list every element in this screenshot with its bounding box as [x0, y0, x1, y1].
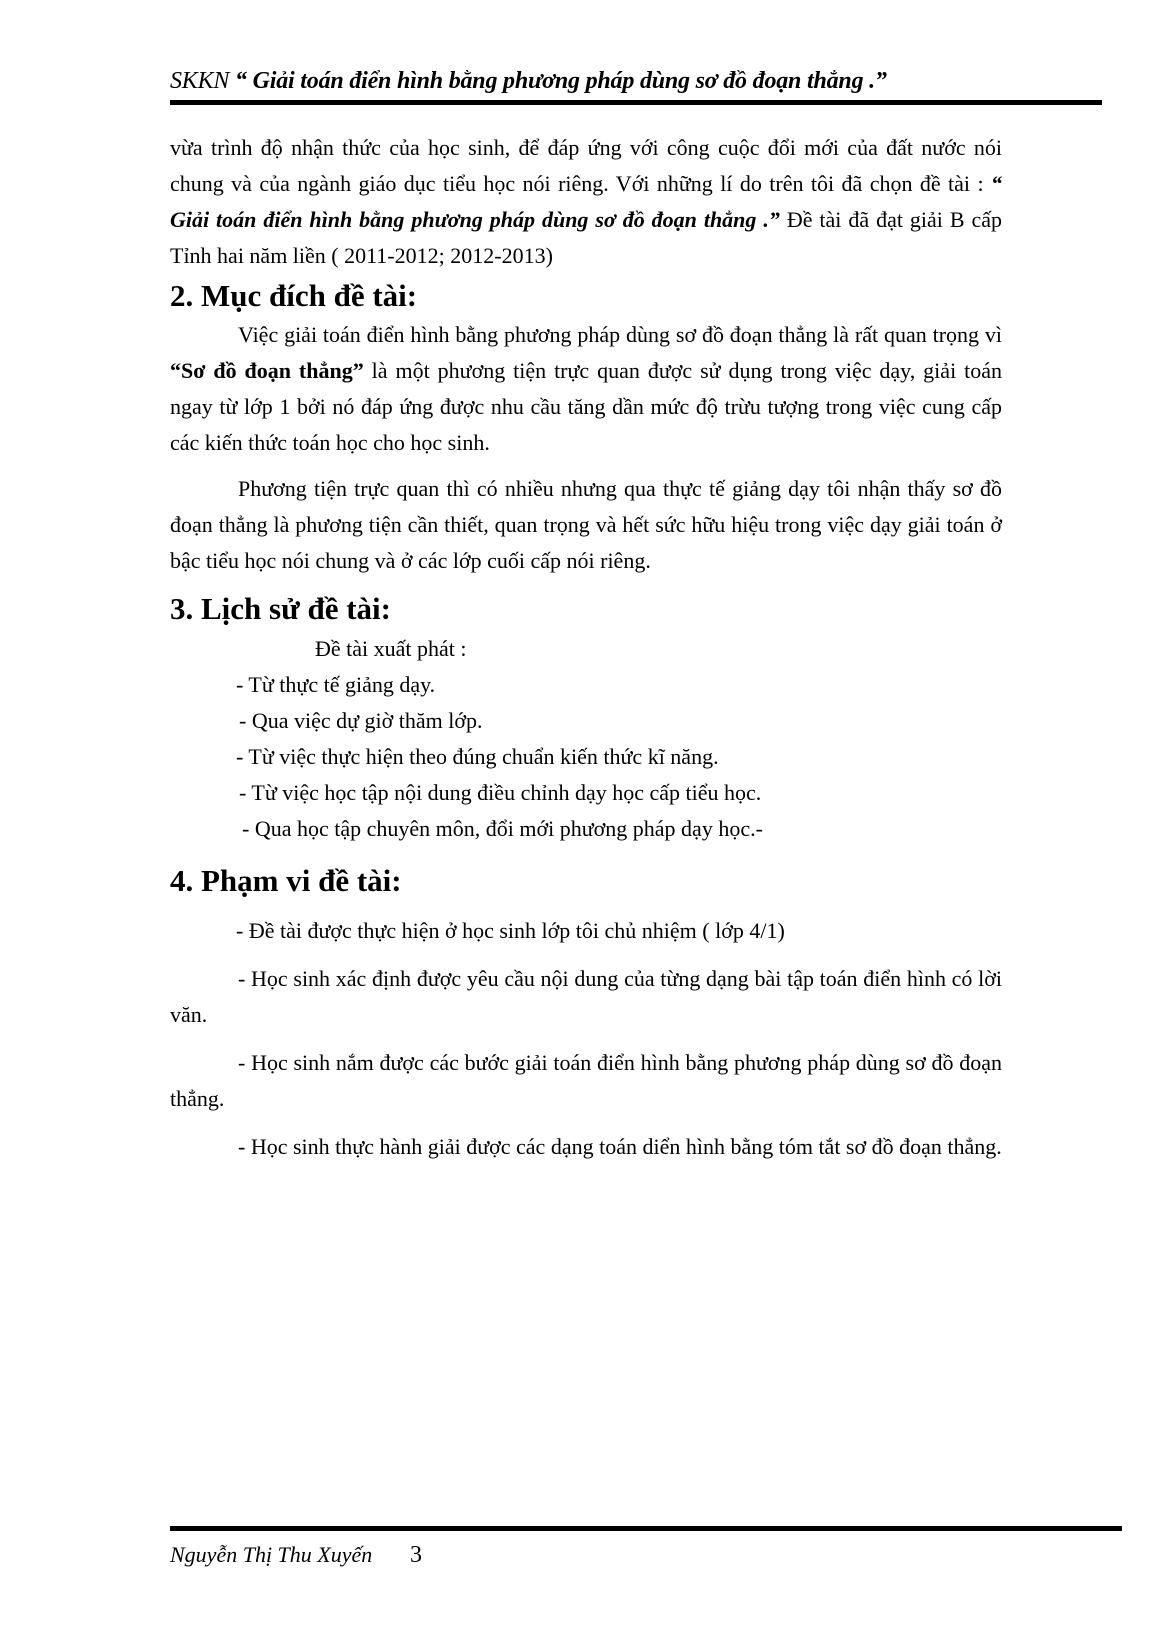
section-4-item: - Học sinh nắm được các bước giải toán điển hình bằng phương pháp dùng sơ đồ đoạn thẳng. [170, 1050, 1002, 1111]
section-3-title: 3. Lịch sử đề tài: [170, 591, 391, 626]
section-3-item: - Từ việc thực hiện theo đúng chuẩn kiến thức kĩ năng. [236, 744, 719, 769]
page-content [170, 130, 1002, 1165]
intro-text-after: Đề tài đã đạt giải B cấp Tỉnh hai năm liền ( 2011-2012; 2012-2013) [170, 207, 1002, 268]
intro-text-before: vừa trình độ nhận thức của học sinh, để đáp ứng với công cuộc đổi mới của đất nước nói chung và của ngành giáo dục tiểu học nói riêng. Với những lí do trên tôi đã chọn đề tài : [170, 135, 1002, 196]
section-4-title: 4. Phạm vi đề tài: [170, 863, 402, 898]
footer-rule [170, 1526, 1122, 1531]
section-2-p1-after: là một phương tiện trực quan được sử dụng trong việc dạy, giải toán ngay từ lớp 1 bởi nó đáp ứng được nhu cầu tăng dần mức độ trừu tượng trong việc cung cấp các kiến thức toán học cho học sinh. [170, 358, 1002, 455]
section-3-item: - Qua việc dự giờ thăm lớp. [239, 708, 483, 733]
running-header [170, 66, 1100, 96]
intro-topic-quote: “ Giải toán điển hình bằng phương pháp dùng sơ đồ đoạn thẳng .” [170, 171, 1002, 232]
section-2-title: 2. Mục đích đề tài: [170, 278, 418, 313]
header-rule [170, 100, 1102, 105]
section-2-p1-bold: “Sơ đồ đoạn thẳng” [170, 358, 364, 383]
section-2-p1-before: Việc giải toán điển hình bằng phương pháp dùng sơ đồ đoạn thẳng là rất quan trọng vì [238, 322, 1002, 347]
section-3-item: - Từ việc học tập nội dung điều chỉnh dạy học cấp tiểu học. [239, 780, 762, 805]
section-3-item: - Qua học tập chuyên môn, đổi mới phương pháp dạy học.- [242, 816, 763, 841]
section-3-item: - Từ thực tế giảng dạy. [236, 672, 436, 697]
section-4-item: - Học sinh thực hành giải được các dạng toán diển hình bằng tóm tắt sơ đồ đoạn thẳng. [238, 1134, 1002, 1159]
footer-author: Nguyễn Thị Thu Xuyến [170, 1542, 373, 1567]
section-4-item: - Học sinh xác định được yêu cầu nội dung của từng dạng bài tập toán điển hình có lời văn. [170, 966, 1002, 1027]
page-number: 3 [410, 1542, 422, 1568]
header-prefix: SKKN [170, 68, 236, 94]
header-title: “ Giải toán điển hình bằng phương pháp dùng sơ đồ đoạn thẳng .” [235, 68, 887, 94]
section-3-lead: Đề tài xuất phát : [315, 636, 467, 661]
section-2-paragraph-1 [170, 317, 1002, 461]
intro-paragraph [170, 130, 1002, 274]
section-4-item: - Đề tài được thực hiện ở học sinh lớp tôi chủ nhiệm ( lớp 4/1) [236, 918, 785, 943]
section-2-paragraph-2: Phương tiện trực quan thì có nhiều nhưng qua thực tế giảng dạy tôi nhận thấy sơ đồ đoạn thẳng là phương tiện cần thiết, quan trọng và hết sức hữu hiệu trong việc dạy giải toán ở bậc tiểu học nói chung và ở các lớp cuối cấp nói riêng. [170, 476, 1002, 573]
